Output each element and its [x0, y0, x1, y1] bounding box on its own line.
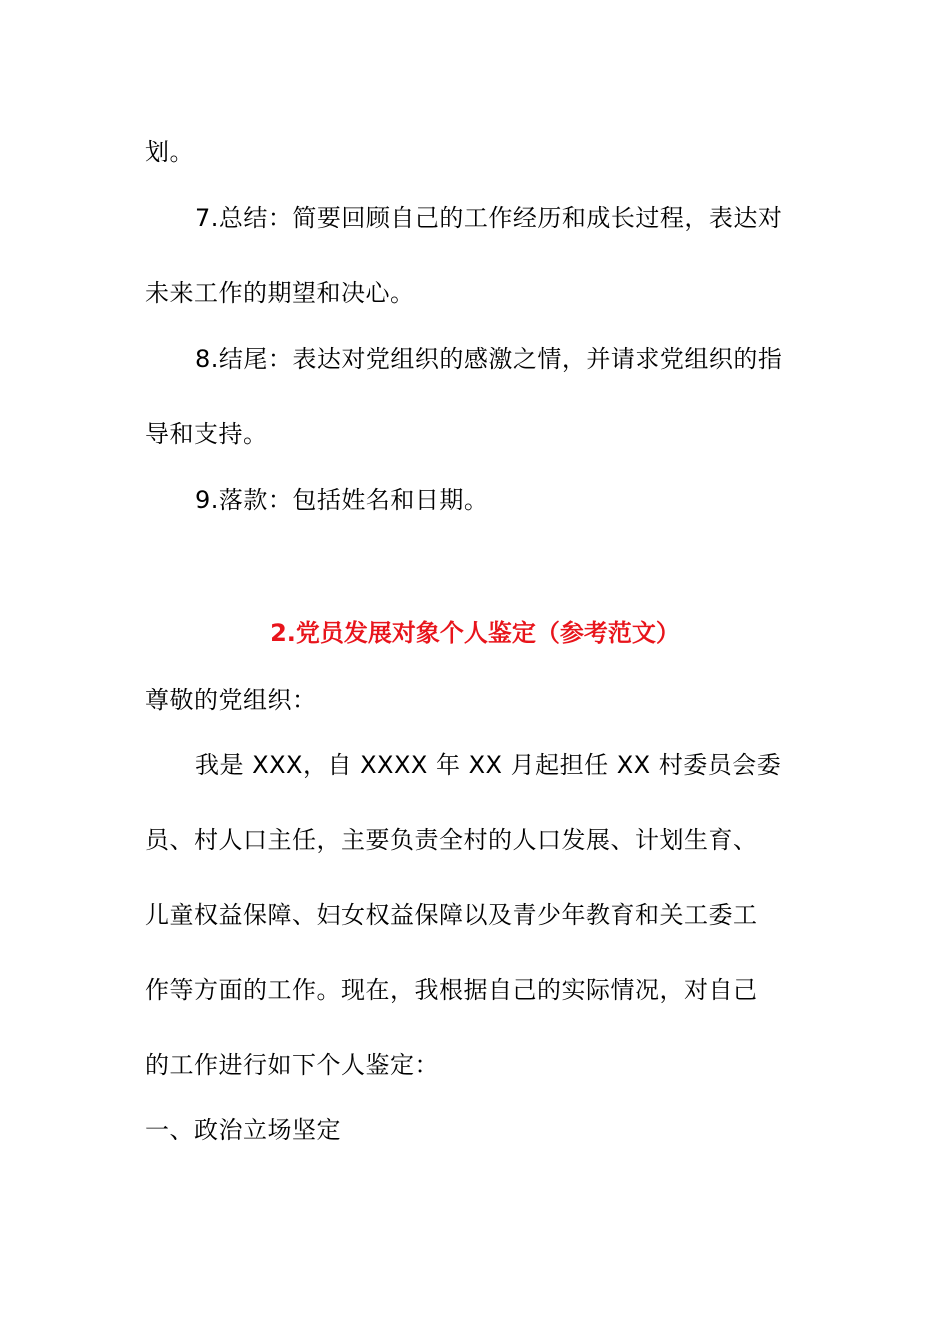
body-line: 我是 XXX，自 XXXX 年 XX 月起担任 XX 村委员会委: [195, 751, 782, 779]
salutation: 尊敬的党组织：: [145, 686, 317, 714]
list-item-summary: 7.总结：简要回顾自己的工作经历和成长过程，表达对: [195, 204, 783, 232]
body-line: 的工作进行如下个人鉴定：: [145, 1051, 439, 1079]
body-line: 员、村人口主任，主要负责全村的人口发展、计划生育、: [145, 826, 758, 854]
body-line: 儿童权益保障、妇女权益保障以及青少年教育和关工委工: [145, 901, 758, 929]
list-item-ending: 8.结尾：表达对党组织的感激之情，并请求党组织的指: [195, 345, 783, 373]
list-item-signature: 9.落款：包括姓名和日期。: [195, 486, 489, 514]
paragraph-line: 未来工作的期望和决心。: [145, 279, 415, 307]
paragraph-line: 导和支持。: [145, 420, 268, 448]
section-heading: 2.党员发展对象个人鉴定（参考范文）: [270, 619, 680, 647]
subsection-title: 一、政治立场坚定: [145, 1116, 341, 1144]
paragraph-line: 划。: [145, 138, 194, 166]
body-line: 作等方面的工作。现在，我根据自己的实际情况，对自己: [145, 976, 758, 1004]
